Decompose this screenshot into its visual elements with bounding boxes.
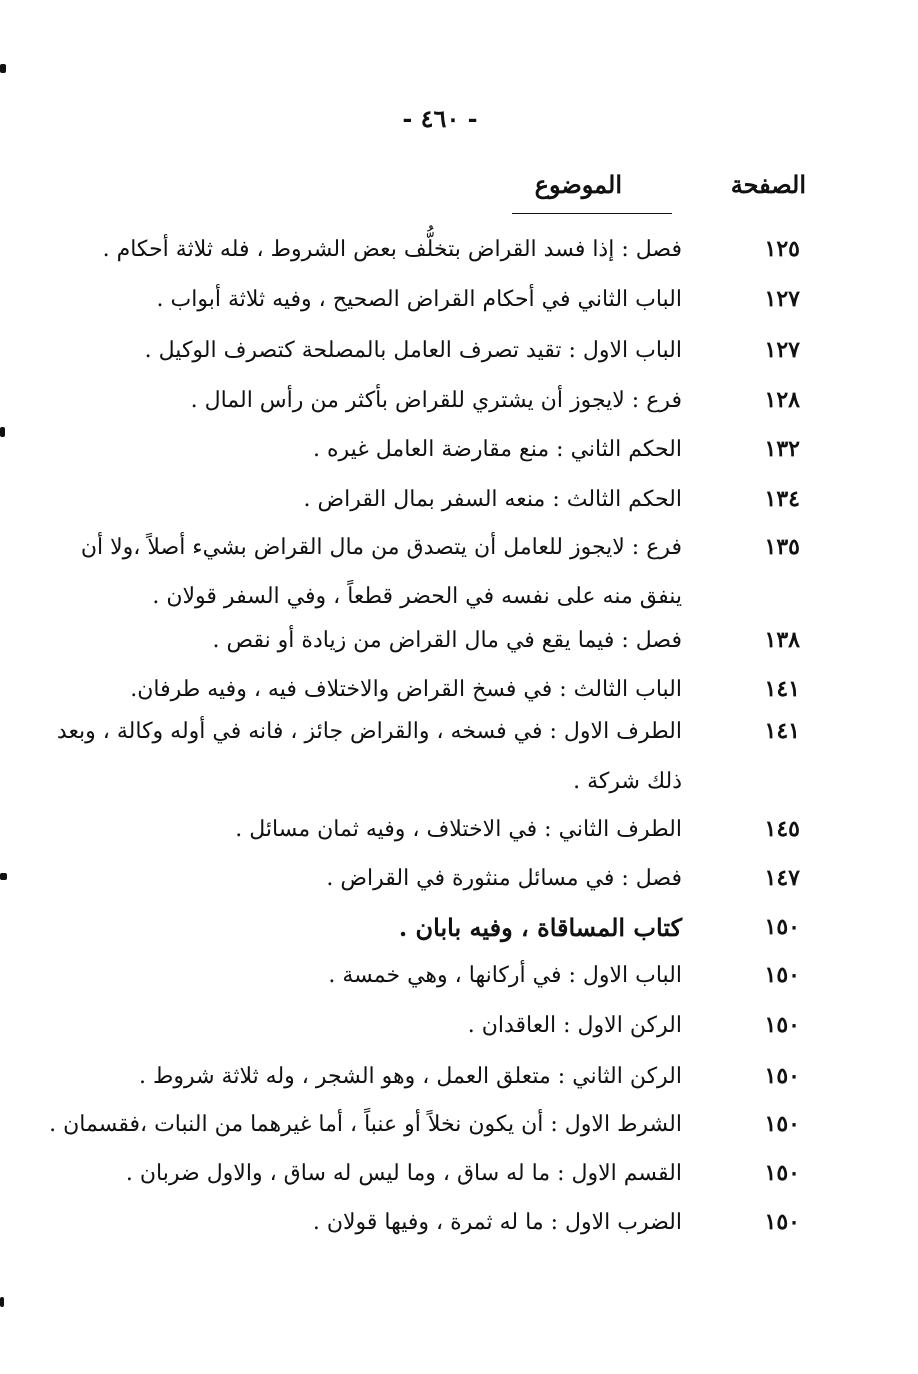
- scan-mark: [0, 64, 6, 73]
- toc-topic-line: الطرف الثاني : في الاختلاف ، وفيه ثمان مسائل .: [235, 817, 682, 842]
- toc-page-number: ١٥٠: [764, 1111, 800, 1137]
- toc-topic-line: الركن الاول : العاقدان .: [467, 1013, 682, 1038]
- toc-heading-line: كتاب المساقاة ، وفيه بابان .: [398, 913, 682, 942]
- toc-topic-line: فصل : فيما يقع في مال القراض من زيادة أو نقص .: [212, 628, 682, 653]
- toc-topic-line: الركن الثاني : متعلق العمل ، وهو الشجر ، وله ثلاثة شروط .: [139, 1064, 682, 1089]
- header-topic-column: الموضوع: [534, 170, 622, 199]
- toc-page-number: ١٥٠: [764, 1160, 800, 1186]
- toc-topic-line: الضرب الاول : ما له ثمرة ، وفيها قولان .: [312, 1210, 682, 1235]
- toc-topic-line: الحكم الثالث : منعه السفر بمال القراض .: [303, 487, 682, 512]
- toc-page-number: ١٥٠: [764, 1063, 800, 1089]
- toc-page-number: ١٤١: [764, 718, 800, 744]
- toc-page-number: ١٣٢: [764, 436, 800, 462]
- header-underline: [512, 213, 672, 214]
- header-page-column: الصفحة: [730, 170, 806, 199]
- toc-topic-line: ينفق منه على نفسه في الحضر قطعاً ، وفي السفر قولان .: [152, 584, 682, 609]
- toc-page-number: ١٢٧: [764, 286, 800, 312]
- toc-page-number: ١٣٥: [764, 534, 800, 560]
- toc-page-number: ١٢٧: [764, 337, 800, 363]
- scan-mark: [0, 1297, 4, 1307]
- toc-topic-line: الباب الثاني في أحكام القراض الصحيح ، وفيه ثلاثة أبواب .: [156, 287, 682, 312]
- scan-mark: [0, 427, 5, 437]
- toc-page-number: ١٥٠: [764, 1209, 800, 1235]
- scan-mark: [0, 873, 7, 880]
- toc-page-number: ١٤٥: [764, 816, 800, 842]
- toc-topic-line: الباب الاول : تقيد تصرف العامل بالمصلحة كتصرف الوكيل .: [144, 338, 682, 363]
- toc-page-number: ١٥٠: [764, 1012, 800, 1038]
- toc-page-number: ١٤٧: [764, 865, 800, 891]
- page-number: - ٤٦٠ -: [402, 104, 478, 133]
- toc-topic-line: الحكم الثاني : منع مقارضة العامل غيره .: [312, 437, 682, 462]
- toc-page-number: ١٥٠: [764, 914, 800, 940]
- toc-page-number: ١٢٥: [764, 236, 800, 262]
- toc-topic-line: ذلك شركة .: [573, 769, 682, 794]
- toc-topic-line: فصل : إذا فسد القراض بتخلُّف بعض الشروط ، فله ثلاثة أحكام .: [102, 237, 682, 262]
- toc-topic-line: القسم الاول : ما له ساق ، وما ليس له ساق ، والاول ضربان .: [125, 1161, 682, 1186]
- toc-topic-line: فصل : في مسائل منثورة في القراض .: [326, 866, 682, 891]
- toc-page-number: ١٣٨: [764, 627, 800, 653]
- toc-topic-line: الطرف الاول : في فسخه ، والقراض جائز ، فانه في أوله وكالة ، وبعد: [56, 719, 682, 744]
- toc-page-number: ١٣٤: [764, 486, 800, 512]
- toc-topic-line: الباب الثالث : في فسخ القراض والاختلاف فيه ، وفيه طرفان.: [130, 677, 682, 702]
- toc-page-number: ١٢٨: [764, 387, 800, 413]
- toc-topic-line: الشرط الاول : أن يكون نخلاً أو عنباً ، أما غيرهما من النبات ،فقسمان .: [49, 1112, 682, 1137]
- toc-page-number: ١٥٠: [764, 962, 800, 988]
- toc-topic-line: فرع : لايجوز للعامل أن يتصدق من مال القراض بشيء أصلاً ،ولا أن: [80, 535, 682, 560]
- toc-topic-line: فرع : لايجوز أن يشتري للقراض بأكثر من رأس المال .: [190, 388, 682, 413]
- toc-page-number: ١٤١: [764, 676, 800, 702]
- toc-topic-line: الباب الاول : في أركانها ، وهي خمسة .: [328, 963, 682, 988]
